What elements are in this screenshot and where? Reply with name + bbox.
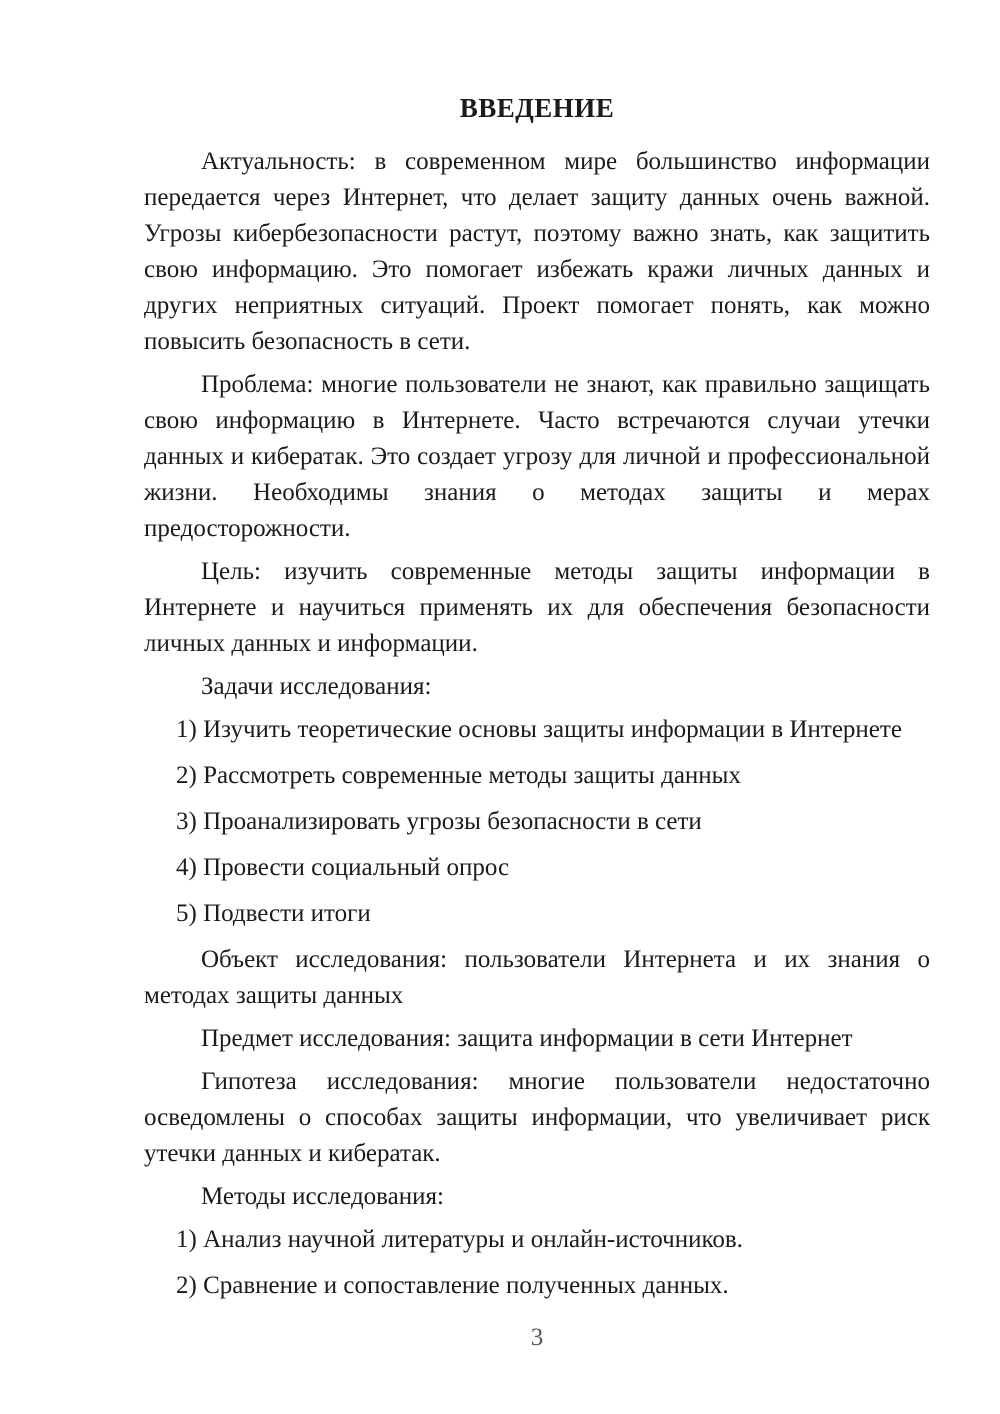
list-item: 5) Подвести итоги <box>176 900 371 927</box>
paragraph: Объект исследования: пользователи Интернета и их знания о методах защиты данных <box>144 946 930 1009</box>
paragraph: Предмет исследования: защита информации в сети Интернет <box>201 1025 853 1052</box>
paragraph: Задачи исследования: <box>201 673 432 700</box>
page-number: 3 <box>530 1324 544 1351</box>
paragraph: Актуальность: в современном мире большинство информации передается через Интернет, что делает защиту данных очень важной. Угрозы кибербезопасности растут, поэтому важно знать, как защитить свою информацию. Это помогает избежать кражи личных данных и других неприятных ситуаций. Проект помогает понять, как можно повысить безопасность в сети. <box>144 148 930 355</box>
list-item: 1) Анализ научной литературы и онлайн-источников. <box>176 1226 743 1253</box>
paragraph: Проблема: многие пользователи не знают, как правильно защищать свою информацию в Интернете. Часто встречаются случаи утечки данных и кибератак. Это создает угрозу для личной и профессиональной жизни. Необходимы знания о методах защиты и мерах предосторожности. <box>144 371 930 542</box>
paragraph: Методы исследования: <box>201 1183 444 1210</box>
list-item: 4) Провести социальный опрос <box>176 854 510 881</box>
list-item: 2) Сравнение и сопоставление полученных данных. <box>176 1272 729 1299</box>
section-title: ВВЕДЕНИЕ <box>459 93 615 123</box>
page-footer <box>144 1320 930 1356</box>
paragraph: Цель: изучить современные методы защиты информации в Интернете и научиться применять их для обеспечения безопасности личных данных и информации. <box>144 558 930 657</box>
document-body <box>144 144 930 1304</box>
paragraph: Гипотеза исследования: многие пользователи недостаточно осведомлены о способах защиты информации, что увеличивает риск утечки данных и кибератак. <box>144 1068 930 1167</box>
list-item: 3) Проанализировать угрозы безопасности в сети <box>176 808 702 835</box>
list-item: 2) Рассмотреть современные методы защиты данных <box>176 762 741 789</box>
list-item: 1) Изучить теоретические основы защиты информации в Интернете <box>176 716 902 743</box>
